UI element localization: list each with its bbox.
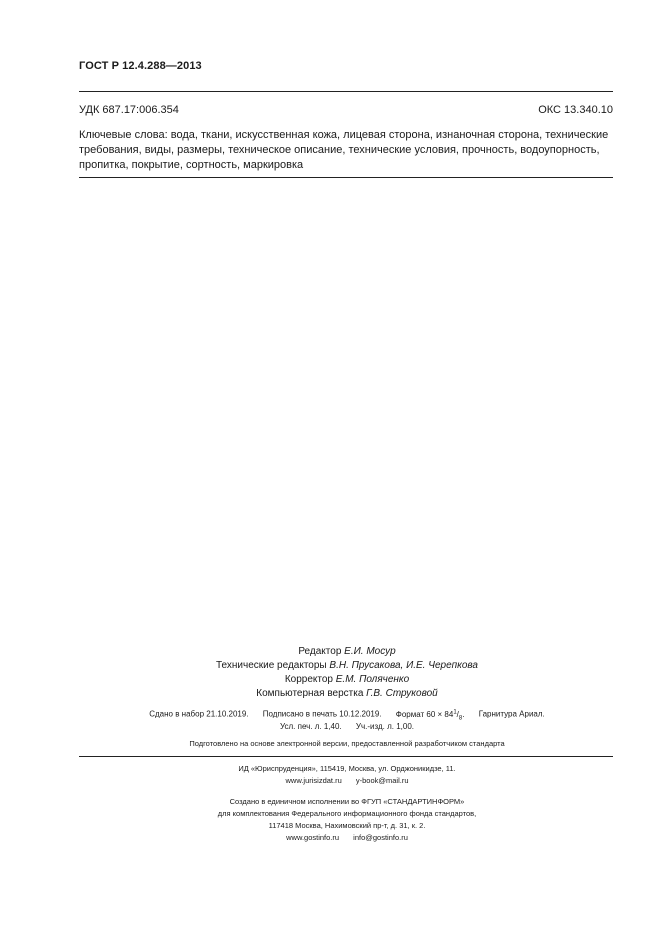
footer-rule <box>79 756 613 757</box>
credit-name: В.Н. Прусакова, И.Е. Черепкова <box>329 660 478 671</box>
keywords-block <box>79 128 619 173</box>
imprint-signed: Подписано в печать 10.12.2019. <box>262 709 382 719</box>
format-suffix: . <box>462 709 465 719</box>
producer-line-2: для комплектования Федерального информационного фонда стандартов, <box>217 809 477 818</box>
format-numerator: 1 <box>453 709 457 715</box>
publisher-email-link[interactable]: y-book@mail.ru <box>355 776 409 785</box>
credit-role: Технические редакторы <box>215 660 327 671</box>
credit-tech-editors <box>60 659 634 673</box>
producer-line-3: 117418 Москва, Нахимовский пр-т, д. 31, к. 2. <box>268 821 426 830</box>
credit-layout <box>60 687 634 701</box>
publisher-contacts <box>60 776 634 785</box>
format-denominator: 8 <box>458 715 463 722</box>
producer-line-1: Создано в единичном исполнении во ФГУП «СТАНДАРТИНФОРМ» <box>229 797 465 806</box>
imprint-submitted: Сдано в набор 21.10.2019. <box>149 709 249 719</box>
producer-site-link[interactable]: www.gostinfo.ru <box>286 833 340 842</box>
credit-editor <box>60 645 634 659</box>
imprint-typeface: Гарнитура Ариал. <box>478 709 545 719</box>
document-header-id: ГОСТ Р 12.4.288—2013 <box>79 60 202 72</box>
credit-corrector <box>60 673 634 687</box>
oks-code: ОКС 13.340.10 <box>538 104 613 116</box>
keywords-label: Ключевые слова: <box>79 129 168 141</box>
imprint-publ-sheets: Уч.-изд. л. 1,00. <box>355 722 415 731</box>
imprint-line-2 <box>60 722 634 731</box>
publisher-address: ИД «Юриспруденция», 115419, Москва, ул. Орджоникидзе, 11. <box>238 764 456 773</box>
keywords-rule <box>79 177 613 178</box>
producer-contacts <box>60 833 634 842</box>
udk-code: УДК 687.17:006.354 <box>79 104 179 116</box>
format-prefix: Формат 60 × 84 <box>395 709 454 719</box>
imprint-format: Формат $60 \times 84^1/_8$. <box>395 709 465 722</box>
publisher-site-link[interactable]: www.jurisizdat.ru <box>285 776 342 785</box>
credit-role: Редактор <box>298 646 342 657</box>
imprint-line-1 <box>60 709 634 721</box>
producer-email-link[interactable]: info@gostinfo.ru <box>353 833 408 842</box>
imprint-prepared: Подготовлено на основе электронной версии, предоставленной разработчиком стандарта <box>189 739 505 748</box>
credit-role: Корректор <box>284 674 333 685</box>
credits-block <box>60 645 634 701</box>
header-rule <box>79 91 613 92</box>
credit-name: Г.В. Струковой <box>366 688 438 699</box>
keywords-text: вода, ткани, искусственная кожа, лицевая сторона, изнаночная сторона, технические требования, виды, размеры, техническое описание, технические условия, прочность, водоупорность, пропитка, покрытие, сортность, маркировка <box>79 129 609 171</box>
credit-name: Е.М. Поляченко <box>335 674 410 685</box>
credit-name: Е.И. Мосур <box>344 646 396 657</box>
credit-role: Компьютерная верстка <box>256 688 364 699</box>
imprint-print-sheets: Усл. печ. л. 1,40. <box>279 722 342 731</box>
